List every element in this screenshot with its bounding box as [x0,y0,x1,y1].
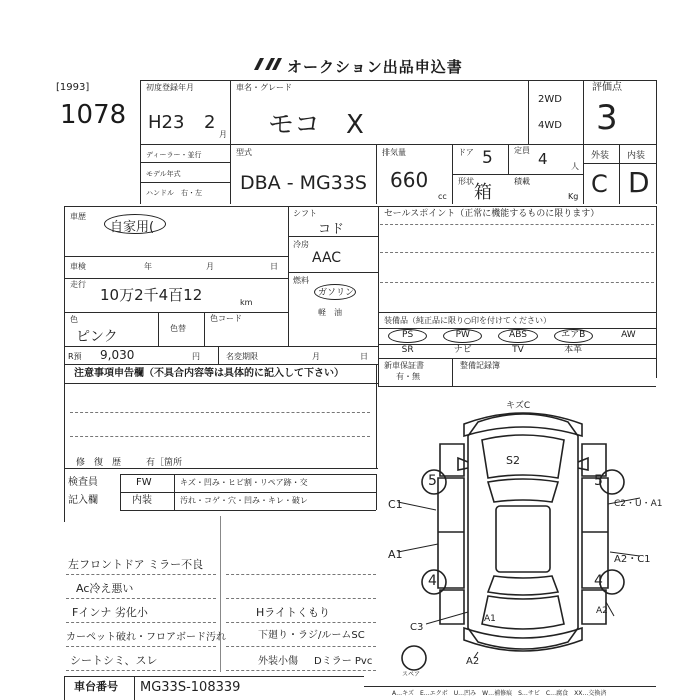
equipment-item-row2-2: TV [512,345,524,355]
name-grade-label: 車名・グレード [236,83,292,92]
interior-value: D [628,166,650,199]
km-unit: km [240,298,253,307]
first-reg-era: H23 [148,112,185,133]
form-title: オークション出品申込書 [287,58,463,76]
title-expiry-day: 日 [360,352,368,361]
repair-label: 修 復 歴 [76,458,122,468]
tire-rear-right-value: 4 [594,573,603,589]
displacement-value: 660 [390,168,429,192]
diagram-label-rear-left: A1 [484,614,496,624]
yen-unit: 円 [192,352,200,361]
equipment-label: 装備品（純正品に限り○印を付けてください） [384,316,551,325]
chassis-value: MG33S-108339 [140,680,241,695]
model-label: 型式 [236,148,252,157]
note-3: Fインナ 劣化小 [72,606,148,619]
notes-label: 注意事項申告欄（不具合内容等は具体的に記入して下さい） [74,368,344,379]
note-6: Hライトくもり [256,606,330,619]
inspection-year-unit: 年 [144,262,152,271]
inspector-fw-items: キズ・凹み・ヒビ割・リペア跡・交 [180,478,308,487]
title-expiry-label: 名変期限 [226,352,258,361]
first-reg-month: 2 [204,112,216,133]
inspector-interior: 内装 [132,495,152,506]
diagram-label-rear-bumper: A2 [466,656,480,667]
note-1: 左フロントドア ミラー不良 [68,558,204,571]
note-4: カーペット破れ・フロアボード汚れ [66,632,226,643]
diagram-label-rear-corner: C3 [410,622,424,633]
equipment-item-row2-1: ナビ [453,345,472,355]
diagram-label-front: キズC [506,401,531,411]
drive-2wd: 2WD [538,94,562,105]
drive-4wd: 4WD [538,120,562,131]
diagram-label-right-mid: A2・C1 [614,554,651,565]
equipment-item-row2-0: SR [401,345,414,355]
car-diagram [378,392,668,682]
model-value: DBA - MG33S [240,172,367,194]
displacement-label: 排気量 [382,148,406,157]
equipment-item-row2-3: 本革 [564,345,583,355]
load-label: 積載 [514,177,530,186]
note-9: Dミラー Pvc [314,656,373,667]
logo [250,54,284,74]
dealer-label: ディーラー・並行 [146,151,202,159]
repair-value: 有［箇所 [146,458,183,468]
shift-label: シフト [293,209,317,218]
exterior-value: C [591,170,608,198]
diagram-label-right-front: C2・U・A1 [614,499,663,509]
equipment-row-2 [380,345,656,358]
name-value: モコ X [268,110,364,140]
diagram-label-hood: S2 [506,454,520,467]
equipment-item-row1-3: エアB [561,330,586,340]
cooler-label: 冷房 [293,240,309,249]
title-expiry-month: 月 [312,352,320,361]
inspector-label-2: 記入欄 [68,495,98,506]
equipment-item-row1-4: AW [621,330,636,340]
new-car-warranty-value: 有・無 [396,372,420,381]
equipment-item-row1-0: PS [402,330,414,340]
new-car-warranty-label: 新車保証書 [384,361,424,370]
legend: A…キズ E…エクボ U…凹み W…補修痕 S…サビ C…腐食 XX…交換済 [392,690,607,697]
capacity-label: 定員 [514,146,530,155]
rating-value: 3 [596,98,618,138]
doors-label: ドア [458,148,474,157]
recycle-value: 9,030 [100,348,135,362]
handle-label: ハンドル 右・左 [146,189,202,197]
fuel-value: ガソリン [318,288,355,298]
color-label: 色 [70,315,78,324]
type-label: 車歴 [70,212,86,221]
rating-label: 評価点 [592,82,622,93]
shape-value: 箱 [474,182,492,203]
recycle-label: R預 [68,352,82,361]
tire-front-left-value: 5 [428,473,437,489]
color-change-label: 色替 [170,324,186,333]
note-8: 外装小傷 [258,656,298,667]
inspection-label: 車検 [70,262,86,271]
year-tag: [1993] [56,82,90,93]
diesel-label: 軽 油 [318,308,342,317]
diagram-label-rear-right: A2 [596,606,608,616]
person-unit: 人 [571,162,579,171]
exterior-label: 外装 [591,151,610,161]
inspector-interior-items: 汚れ・コゲ・穴・凹み・キレ・破レ [180,496,308,505]
chassis-label: 車台番号 [74,680,118,693]
first-reg-label: 初度登録年月 [146,83,194,92]
shift-value: コド [318,222,345,237]
fuel-label: 燃料 [293,276,309,285]
cc-unit: cc [438,192,447,201]
inspector-label-1: 検査員 [68,477,98,488]
diagram-label-left-mid: A1 [388,548,403,561]
lot-number: 1078 [60,100,127,130]
cooler-value: AAC [312,250,342,266]
type-value: 自家用( [110,220,155,235]
kg-unit: Kg [568,192,579,201]
color-value: ピンク [76,329,118,345]
interior-label: 内装 [627,151,646,161]
inspection-month-unit: 月 [206,262,214,271]
note-5: シートシミ、スレ [70,654,158,667]
month-unit: 月 [219,130,227,139]
note-7: 下廻り・ラジ/ルームSC [258,630,365,641]
sales-point-label: セールスポイント（正常に機能するものに限ります） [384,209,600,219]
equipment-row-1 [380,330,656,343]
capacity-value: 4 [538,150,548,168]
book-label: 整備記録簿 [460,361,500,370]
mileage-label: 走行 [70,280,86,289]
model-year-label: モデル年式 [146,170,181,178]
mileage-value: 10万2千4百12 [100,286,203,304]
color-code-label: 色コード [210,314,242,323]
equipment-item-row1-1: PW [455,330,470,340]
note-2: Ac冷え悪い [76,582,134,595]
inspector-fw: FW [136,477,152,488]
diagram-label-left-front: C1 [388,498,403,511]
inspection-day-unit: 日 [270,262,278,271]
tire-front-right-value: 5 [594,473,603,489]
doors-value: 5 [482,148,493,168]
equipment-item-row1-2: ABS [509,330,527,340]
tire-rear-left-value: 4 [428,573,437,589]
shape-label: 形状 [458,177,474,186]
spare-label: スペア [402,671,421,678]
